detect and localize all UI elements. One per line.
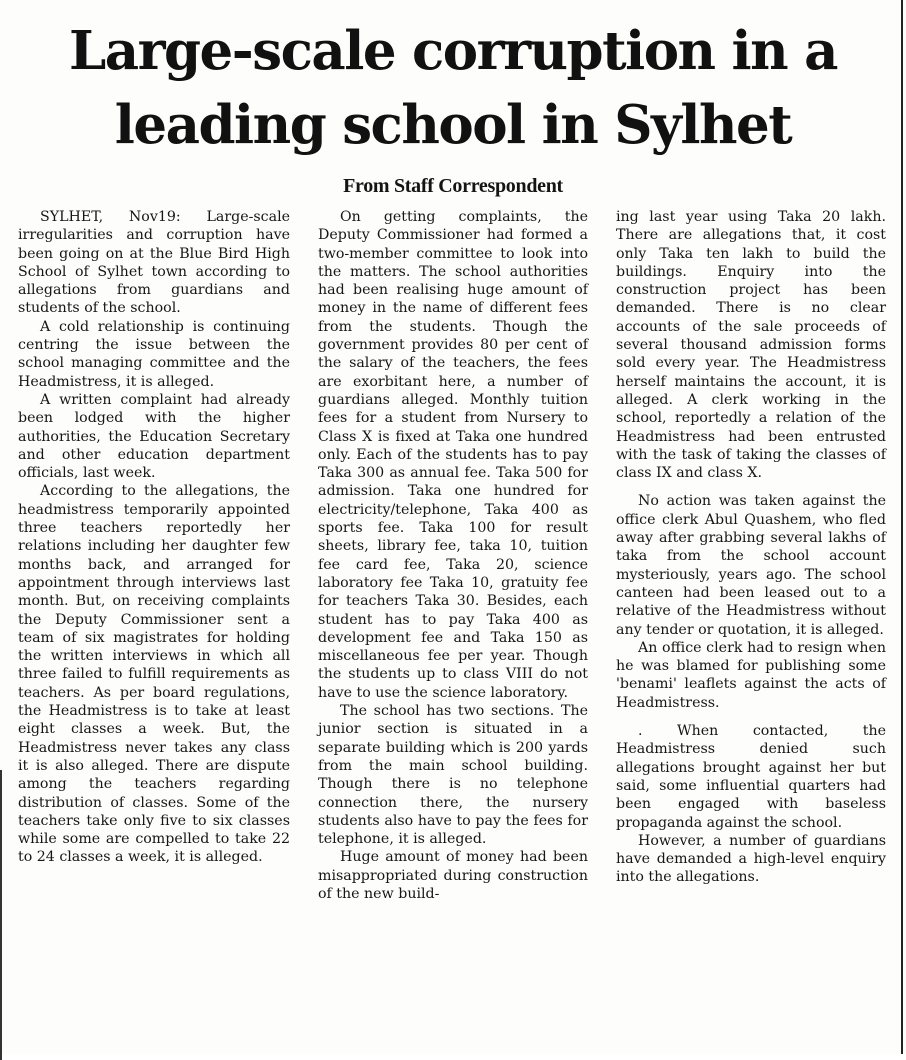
paragraph: An office clerk had to resign when he was blamed for publishing some 'benami' leaflets against the acts of Headmistress. (616, 639, 886, 711)
paragraph: According to the allegations, the headmistress temporarily appointed three teachers reportedly her relations including her daughter few months back, and arranged for appointment through interviews last month. But, on receiving complaints the Deputy Commissioner sent a team of six magistrates for holding the written interviews in which all three failed to fulfill requirements as teachers. As per board regulations, the Headmistress is to take at least eight classes a week. But, the Headmistress never takes any class it is also alleged. There are dispute among the teachers regarding distribution of classes. Some of the teachers take only five to six classes while some are compelled to take 22 to 24 classes a week, it is alleged. (18, 483, 290, 866)
paragraph: A written complaint had already been lodged with the higher authorities, the Education Secretary and other education department officials, last week. (18, 391, 290, 482)
paragraph: Huge amount of money had been misappropriated during construction of the new build- (318, 849, 588, 902)
headline-line-1: Large-scale corruption in a (68, 20, 838, 82)
headline-line-2: leading school in Sylhet (114, 94, 792, 156)
paragraph: ing last year using Taka 20 lakh. There are allegations that, it cost only Taka ten lakh to build the buildings. Enquiry into the construction project has been demanded. There is no clear accounts of the sale proceeds of several thousand admission forms sold every year. The Headmistress herself maintains the account, it is alleged. A clerk working in the school, reportedly a relation of the Headmistress had been entrusted with the task of taking the classes of class IX and class X. (616, 209, 886, 482)
paragraph: The school has two sections. The junior section is situated in a separate building which is 200 yards from the main school building. Though there is no telephone connection there, the nursery students also have to pay the fees for telephone, it is alleged. (318, 703, 588, 848)
paragraph: SYLHET, Nov19: Large-scale irregularities and corruption have been going on at the Blue Bird High School of Sylhet town according to allegations from guardians and students of the school. (18, 209, 290, 317)
paragraph: . When contacted, the Headmistress denied such allegations brought against her but said, some influential quarters had been engaged with baseless propaganda against the school. (616, 723, 886, 831)
paragraph: On getting complaints, the Deputy Commissioner had formed a two-member committee to look into the matters. The school authorities had been realising huge amount of money in the name of different fees from the students. Though the government provides 80 per cent of the salary of the teachers, the fees are exorbitant here, a number of guardians alleged. Monthly tuition fees for a student from Nursery to Class X is fixed at Taka one hundred only. Each of the students has to pay Taka 300 as annual fee. Taka 500 for admission. Taka one hundred for electricity/telephone, Taka 400 as sports fee. Taka 100 for result sheets, library fee, taka 10, tuition fee card fee, Taka 20, science laboratory fee Taka 10, gratuity fee for teachers Taka 30. Besides, each student has to pay Taka 400 as development fee and Taka 150 as miscellaneous fee per year. Though the students up to class VIII do not have to use the science laboratory. (318, 209, 588, 701)
paragraph: A cold relationship is continuing centring the issue between the school managing committee and the Headmistress, it is alleged. (18, 318, 290, 390)
byline: From Staff Correspondent (343, 175, 563, 197)
paragraph: No action was taken against the office clerk Abul Quashem, who fled away after grabbing several lakhs of taka from the school account mysteriously, years ago. The school canteen had been leased out to a relative of the Headmistress without any tender or quotation, it is alleged. (616, 493, 886, 638)
paragraph: However, a number of guardians have demanded a high-level enquiry into the allegations. (616, 832, 886, 886)
article-column-2 (318, 208, 588, 903)
article-column-3 (616, 208, 886, 887)
headline (0, 14, 906, 162)
article-column-1 (18, 208, 290, 867)
column-rule-left (0, 770, 2, 1060)
